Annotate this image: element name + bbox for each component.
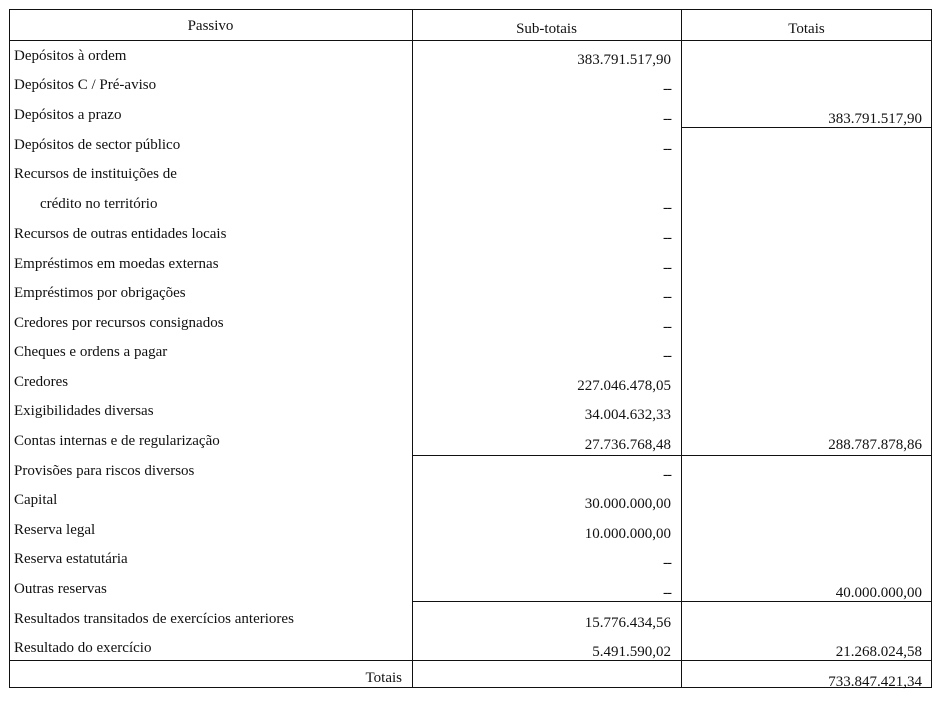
row-label: Empréstimos em moedas externas [14,256,219,272]
row-total: 288.787.878,86 [828,437,922,453]
row-subtotal: -- [663,260,671,276]
row-subtotal: -- [663,81,671,97]
row-label: Depósitos de sector público [14,137,181,153]
row-label: Depósitos à ordem [14,48,127,64]
row-subtotal: 30.000.000,00 [584,496,671,512]
row-subtotal: -- [663,319,671,335]
row-subtotal: -- [663,111,671,127]
row-label: Resultados transitados de exercícios anteriores [14,611,294,627]
row-subtotal: -- [663,200,671,216]
column-divider-2 [681,9,682,688]
row-total: 383.791.517,90 [828,111,922,127]
row-subtotal: 27.736.768,48 [584,437,671,453]
row-subtotal: 10.000.000,00 [584,526,671,542]
row-label: Credores [14,374,69,390]
row-label: Resultado do exercício [14,640,152,656]
row-label: Contas internas e de regularização [14,433,220,449]
row-subtotal: -- [663,467,671,483]
row-label: Cheques e ordens a pagar [14,344,168,360]
row-label: Reserva legal [14,522,96,538]
row-label: Recursos de instituições de [14,166,177,182]
row-subtotal: 227.046.478,05 [577,378,671,394]
row-label: Exigibilidades diversas [14,403,154,419]
row-label: Outras reservas [14,581,107,597]
row-label: Credores por recursos consignados [14,315,224,331]
row-label: Capital [14,492,58,508]
column-divider-1 [412,9,413,688]
row-subtotal: -- [663,230,671,246]
footer-totais-label: Totais [365,670,402,686]
row-subtotal: -- [663,585,671,601]
row-subtotal: -- [663,289,671,305]
footer-rule [9,660,932,661]
row-label: Empréstimos por obrigações [14,285,186,301]
header-sub-totais: Sub-totais [516,21,577,37]
row-label: Provisões para riscos diversos [14,463,195,479]
row-label: crédito no território [40,196,158,212]
row-total: 21.268.024,58 [835,644,922,660]
row-label: Recursos de outras entidades locais [14,226,227,242]
header-totais: Totais [788,21,825,37]
row-subtotal: -- [663,555,671,571]
row-label: Depósitos C / Pré-aviso [14,77,157,93]
row-subtotal: 5.491.590,02 [592,644,671,660]
header-rule [9,40,932,41]
row-label: Reserva estatutária [14,551,128,567]
row-subtotal: 15.776.434,56 [584,615,671,631]
row-subtotal: -- [663,141,671,157]
row-total: 40.000.000,00 [835,585,922,601]
row-label: Depósitos a prazo [14,107,122,123]
group-rule-2 [412,455,932,456]
header-passivo: Passivo [187,18,234,34]
footer-grand-total: 733.847.421,34 [828,674,922,690]
row-subtotal: -- [663,348,671,364]
row-subtotal: 34.004.632,33 [584,407,671,423]
row-subtotal: 383.791.517,90 [577,52,671,68]
